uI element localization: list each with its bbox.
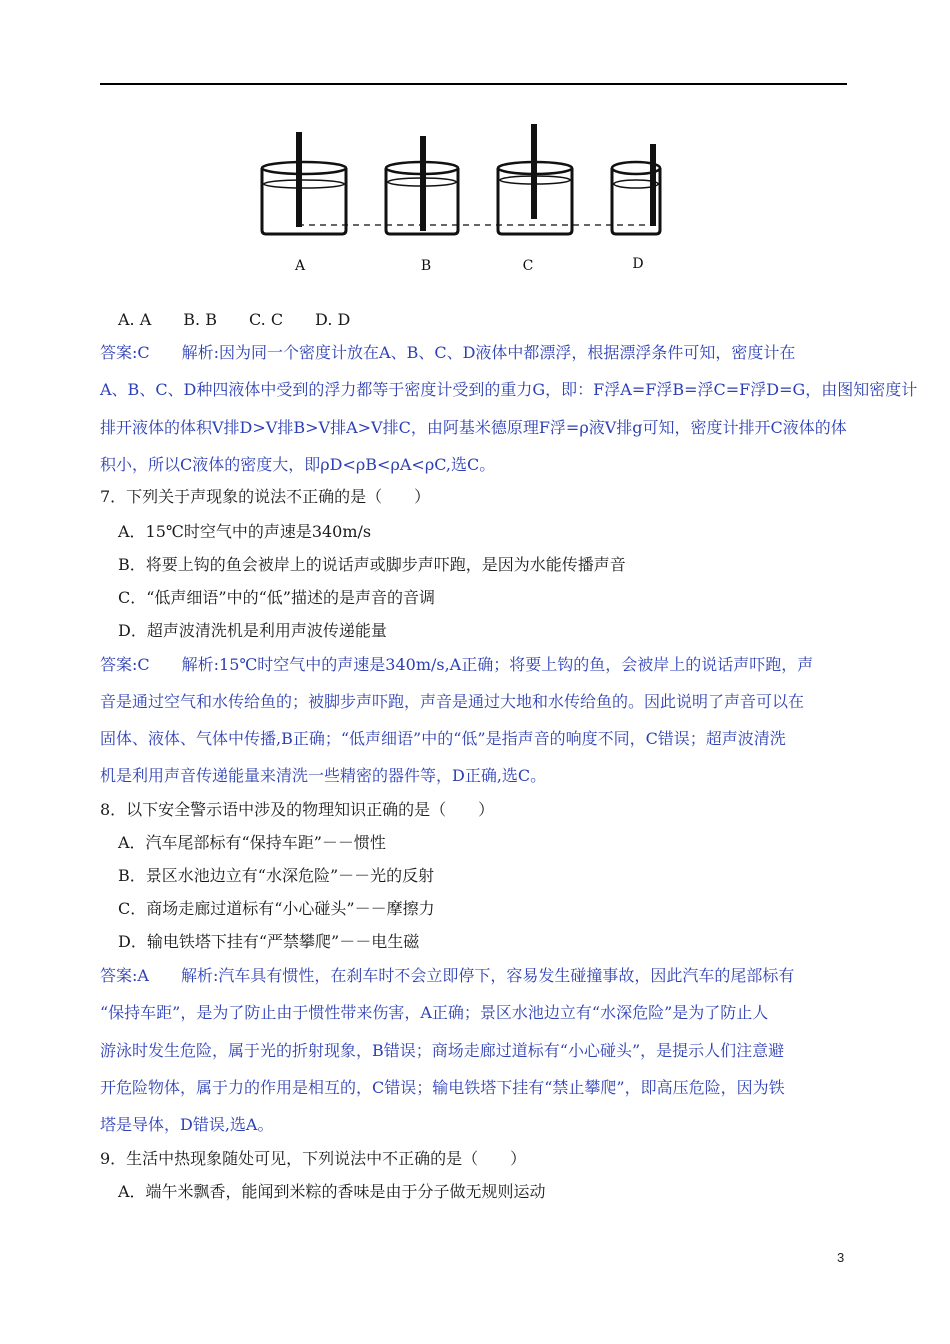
q8-option: C．商场走廊过道标有“小心碰头”－－摩擦力	[118, 899, 435, 918]
q7-answer-line: 音是通过空气和水传给鱼的；被脚步声吓跑，声音是通过大地和水传给鱼的。因此说明了声音可以在	[100, 692, 805, 711]
q6-answer-line: 积小，所以C液体的密度大，即ρD<ρB<ρA<ρC,选C。	[100, 455, 496, 474]
beaker-c	[498, 124, 572, 234]
label-d: D	[632, 256, 644, 272]
q8-answer-line: “保持车距”，是为了防止由于惯性带来伤害，A正确；景区水池边立有“水深危险”是为了防止人	[100, 1003, 769, 1022]
q6-answer-line: 答案:C 解析:因为同一个密度计放在A、B、C、D液体中都漂浮，根据漂浮条件可知，密度计在	[100, 343, 796, 362]
q7-option: B．将要上钩的鱼会被岸上的说话声或脚步声吓跑，是因为水能传播声音	[118, 555, 626, 574]
q8-answer-line: 开危险物体，属于力的作用是相互的，C错误；输电铁塔下挂有“禁止攀爬”，即高压危险，因为铁	[100, 1078, 785, 1097]
hydrometer-beakers-figure	[240, 118, 670, 288]
q9-stem: 9．生活中热现象随处可见，下列说法中不正确的是（ ）	[100, 1149, 527, 1168]
q7-answer-line: 答案:C 解析:15℃时空气中的声速是340m/s,A正确；将要上钩的鱼，会被岸上的说话声吓跑，声	[100, 655, 814, 674]
label-a: A	[294, 258, 306, 274]
q7-option: A．15℃时空气中的声速是340m/s	[118, 522, 372, 541]
q8-option: D．输电铁塔下挂有“严禁攀爬”－－电生磁	[118, 932, 420, 951]
beaker-b	[386, 136, 458, 234]
header-rule	[100, 83, 847, 85]
q7-option: D．超声波清洗机是利用声波传递能量	[118, 621, 387, 640]
q6-answer-line: A、B、C、D种四液体中受到的浮力都等于密度计受到的重力G，即：F浮A=F浮B=浮C=F浮D=G，由图知密度计	[100, 380, 918, 399]
q6-answer-line: 排开液体的体积V排D>V排B>V排A>V排C，由阿基米德原理F浮=ρ液V排g可知，密度计排开C液体的体	[100, 418, 847, 437]
page-number: 3	[837, 1250, 845, 1265]
q8-answer-line: 塔是导体，D错误,选A。	[100, 1115, 274, 1134]
beaker-d	[612, 144, 660, 234]
q8-option: B．景区水池边立有“水深危险”－－光的反射	[118, 866, 435, 885]
q7-answer-line: 机是利用声音传递能量来清洗一些精密的器件等，D正确,选C。	[100, 766, 547, 785]
q7-stem: 7．下列关于声现象的说法不正确的是（ ）	[100, 487, 431, 506]
q8-option: A．汽车尾部标有“保持车距”－－惯性	[118, 833, 386, 852]
q8-answer-line: 游泳时发生危险，属于光的折射现象，B错误；商场走廊过道标有“小心碰头”，是提示人们注意避	[100, 1041, 785, 1060]
q7-option: C．“低声细语”中的“低”描述的是声音的音调	[118, 588, 435, 607]
q9-option: A．端午米飘香，能闻到米粽的香味是由于分子做无规则运动	[118, 1182, 546, 1201]
q7-answer-line: 固体、液体、气体中传播,B正确；“低声细语”中的“低”是指声音的响度不同，C错误；超声波清洗	[100, 729, 786, 748]
beaker-a	[262, 132, 346, 234]
label-c: C	[522, 258, 534, 274]
q8-answer-line: 答案:A 解析:汽车具有惯性，在刹车时不会立即停下，容易发生碰撞事故，因此汽车的尾部标有	[100, 966, 795, 985]
q6-options: A. A B. B C. C D. D	[118, 310, 351, 329]
q8-stem: 8．以下安全警示语中涉及的物理知识正确的是（ ）	[100, 800, 495, 819]
label-b: B	[420, 258, 432, 274]
